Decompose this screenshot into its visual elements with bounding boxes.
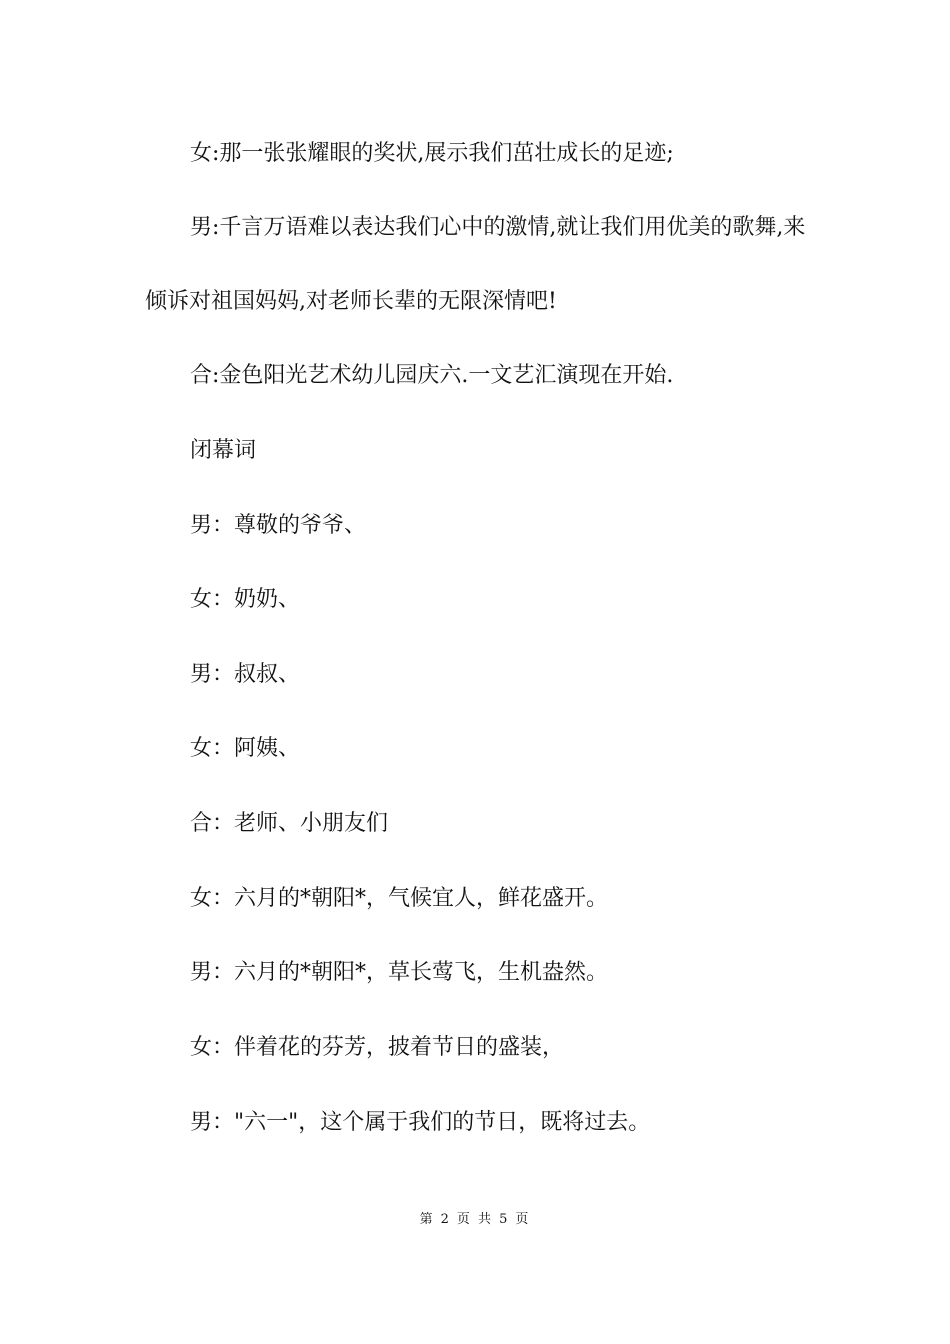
paragraph-8: 女：阿姨、 — [190, 736, 301, 761]
page-number-footer — [0, 1208, 950, 1227]
paragraph-3: 合:金色阳光艺术幼儿园庆六.一文艺汇演现在开始. — [190, 363, 674, 388]
footer-suffix: 页 — [515, 1212, 531, 1227]
paragraph-11: 男：六月的*朝阳*，草长莺飞，生机盎然。 — [190, 960, 609, 985]
paragraph-2: 男:千言万语难以表达我们心中的激情,就让我们用优美的歌舞,来倾诉对祖国妈妈,对老师长辈的无限深情吧! — [145, 215, 806, 314]
paragraph-12: 女：伴着花的芬芳，披着节日的盛装， — [190, 1035, 565, 1060]
paragraph-5: 男：尊敬的爷爷、 — [190, 513, 367, 538]
paragraph-6: 女：奶奶、 — [190, 587, 301, 612]
paragraph-10: 女：六月的*朝阳*，气候宜人，鲜花盛开。 — [190, 886, 609, 911]
paragraph-1: 女:那一张张耀眼的奖状,展示我们茁壮成长的足迹; — [190, 141, 674, 166]
paragraph-9: 合：老师、小朋友们 — [190, 811, 389, 836]
footer-middle: 页 共 — [456, 1212, 494, 1227]
paragraph-13: 男："六一"，这个属于我们的节日，既将过去。 — [190, 1110, 651, 1135]
section-heading-closing: 闭幕词 — [190, 438, 257, 463]
footer-current-page: 2 — [440, 1212, 451, 1227]
footer-total-pages: 5 — [499, 1212, 510, 1227]
footer-prefix: 第 — [419, 1212, 435, 1227]
paragraph-7: 男：叔叔、 — [190, 662, 301, 687]
